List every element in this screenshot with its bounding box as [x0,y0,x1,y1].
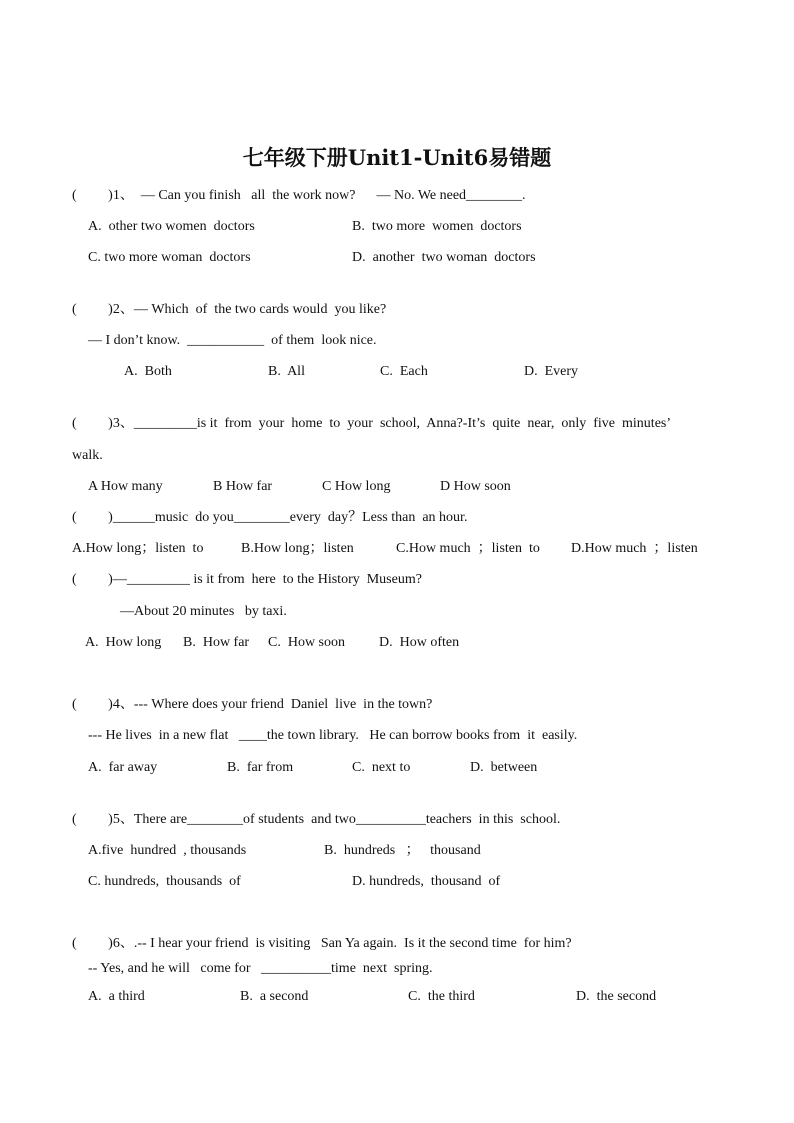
q3-line2: walk. [72,448,103,463]
q4-line2: --- He lives in a new flat ____the town library. He can borrow books from it easily. [88,728,578,743]
qx1-option-a: A.How long；listen to [72,541,204,556]
qx1-option-d: D.How much ；listen [571,541,698,556]
q1-option-b: B. two more women doctors [352,219,522,234]
q6-option-b: B. a second [240,989,309,1004]
q6-line2: -- Yes, and he will come for __________time next spring. [88,961,433,976]
q5-option-b: B. hundreds ； thousand [324,843,481,858]
qx1-option-b: B.How long；listen [241,541,354,556]
q3-option-a: A How many [88,479,163,494]
qx2-option-c: C. How soon [268,635,346,650]
q2-option-b: B. All [268,364,305,379]
q4-option-a: A. far away [88,760,158,775]
qx2-option-a: A. How long [85,635,162,650]
q4-option-d: D. between [470,760,538,775]
q1-option-c: C. two more woman doctors [88,250,251,265]
q6-option-a: A. a third [88,989,145,1004]
qx2-option-d: D. How often [379,635,460,650]
q1-option-a: A. other two women doctors [88,219,255,234]
q6-option-d: D. the second [576,989,657,1004]
q6-option-c: C. the third [408,989,475,1004]
q1-stem: ( )1、 — Can you finish all the work now? — No. We need________. [72,188,526,203]
q2-option-d: D. Every [524,364,579,379]
q5-option-a: A.five hundred , thousands [88,843,247,858]
q6-stem: ( )6、.-- I hear your friend is visiting San Ya again. Is it the second time for him? [72,936,572,951]
q4-stem: ( )4、--- Where does your friend Daniel live in the town? [72,697,433,712]
qx2-option-b: B. How far [183,635,250,650]
q5-option-d: D. hundreds, thousand of [352,874,501,889]
q3-stem: ( )3、_________is it from your home to your school, Anna?-It’s quite near, only five minutes’ [72,416,672,431]
qx1-option-c: C.How much ；listen to [396,541,540,556]
q2-option-c: C. Each [380,364,428,379]
q2-option-a: A. Both [124,364,172,379]
q1-option-d: D. another two woman doctors [352,250,536,265]
q4-option-c: C. next to [352,760,411,775]
page-title: 七年级下册Unit1-Unit6易错题 [242,145,552,170]
q3-option-c: C How long [322,479,391,494]
q5-stem: ( )5、There are________of students and two__________teachers in this school. [72,812,561,827]
q4-option-b: B. far from [227,760,294,775]
q3-option-d: D How soon [440,479,511,494]
q5-option-c: C. hundreds, thousands of [88,874,241,889]
qx1-stem: ( )______music do you________every day？Less than an hour. [72,510,468,525]
q2-stem: ( )2、— Which of the two cards would you like? [72,302,387,317]
qx2-line2: —About 20 minutes by taxi. [120,604,287,619]
q3-option-b: B How far [213,479,273,494]
q2-line2: — I don’t know. ___________ of them look nice. [88,333,377,348]
qx2-stem: ( )—_________ is it from here to the History Museum? [72,572,422,587]
